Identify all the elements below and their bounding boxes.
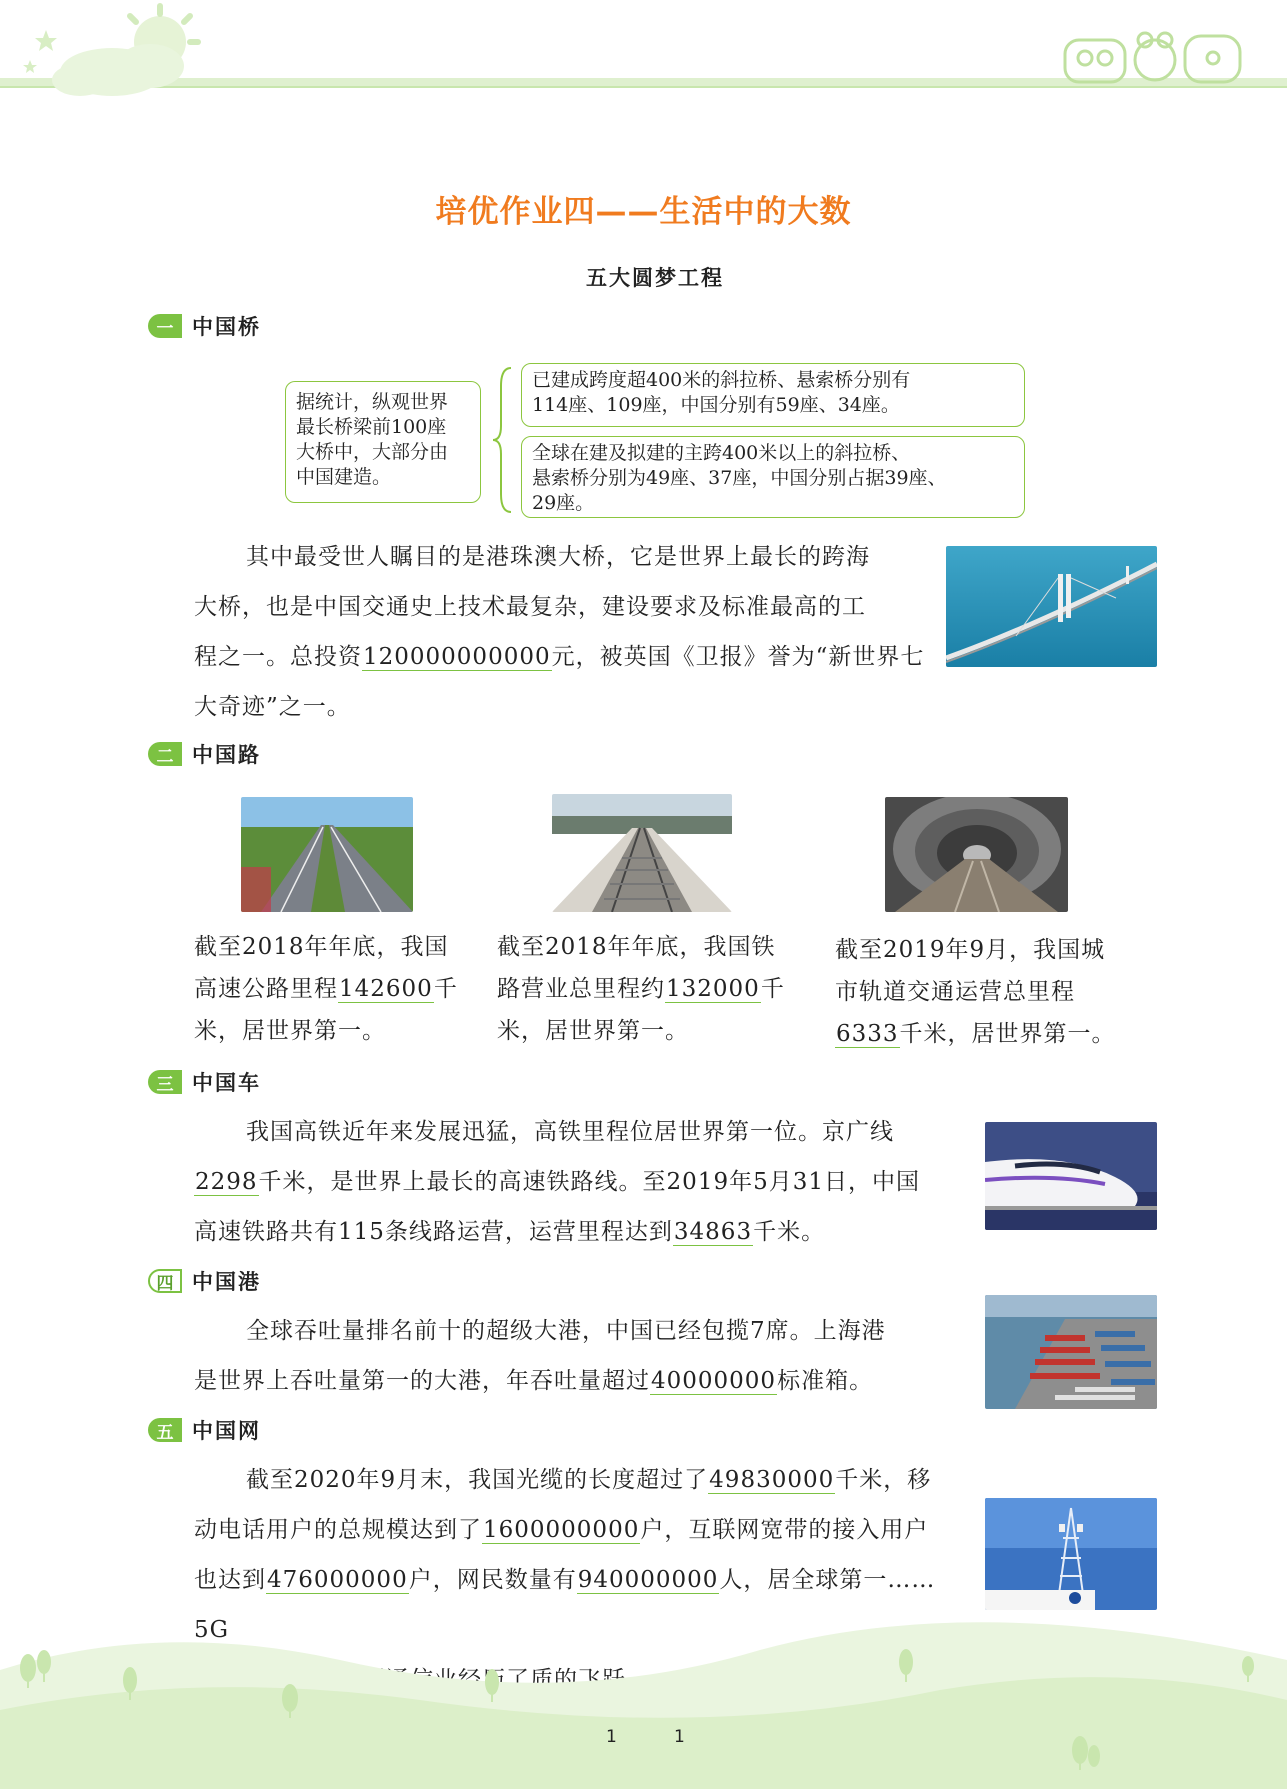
- section-badge: 三: [148, 1070, 182, 1094]
- note-line: 最长桥梁前100座: [296, 416, 447, 438]
- page-number-right: 1: [674, 1727, 685, 1747]
- para-line: 全球吞吐量排名前十的超级大港，中国已经包揽7席。上海港: [246, 1318, 886, 1344]
- road-column-railway: [497, 926, 797, 1052]
- container-port-photo: [985, 1295, 1157, 1409]
- highlighted-number: 1600000000: [483, 1517, 640, 1543]
- highlighted-number: 2298: [195, 1169, 258, 1195]
- railway-photo: [552, 794, 732, 912]
- highlighted-number: 40000000: [651, 1368, 777, 1394]
- section-header-bridge: [148, 313, 261, 339]
- highlighted-number: 34863: [673, 1219, 753, 1245]
- col-line: 米，居世界第一。: [194, 1018, 386, 1044]
- para-line: 大奇迹”之一。: [194, 694, 351, 720]
- para-line: 我国高铁近年来发展迅猛，高铁里程位居世界第一位。京广线: [246, 1119, 894, 1145]
- box-line: 114座、109座，中国分别有59座、34座。: [532, 394, 900, 416]
- subway-tunnel-photo: [885, 797, 1068, 912]
- star-icon: [23, 30, 57, 73]
- port-paragraph: [194, 1306, 964, 1406]
- highlighted-number: 142600: [339, 976, 433, 1002]
- note-line: 大桥中，大部分由: [296, 441, 449, 463]
- para-line: 动电话用户的总规模达到了1600000000户，互联网宽带的接入用户: [194, 1517, 929, 1543]
- section-header-net: [148, 1417, 261, 1443]
- bridge-note-box: [285, 381, 481, 503]
- bottom-landscape-decoration: [0, 1590, 1287, 1789]
- col-line: 截至2018年年底，我国: [194, 934, 449, 960]
- section-badge: 一: [148, 314, 182, 338]
- highlighted-number: 476000000: [267, 1567, 408, 1593]
- para-line: 程之一。总投资120000000000元，被英国《卫报》誉为“新世界七: [194, 644, 925, 670]
- top-decoration: [0, 0, 1287, 110]
- section-header-port: [148, 1268, 261, 1294]
- cloud-icon: [52, 44, 184, 96]
- col-line: 市轨道交通运营总里程: [835, 979, 1075, 1005]
- para-line: 也达到476000000户，网民数量有940000000人，居全球第一……5G: [194, 1567, 936, 1643]
- col-line: 6333千米，居世界第一。: [836, 1021, 1116, 1047]
- section-title: 中国网: [192, 1419, 261, 1443]
- section-title: 中国路: [192, 743, 261, 767]
- col-line: 高速公路里程142600千: [194, 976, 458, 1002]
- road-column-metro: [835, 929, 1135, 1055]
- box-line: 悬索桥分别为49座、37座，中国分别占据39座、: [532, 467, 947, 489]
- highlighted-number: 49830000: [709, 1467, 835, 1493]
- highlighted-number: 132000: [666, 976, 760, 1002]
- para-line: 高速铁路共有115条线路运营，运营里程达到34863千米。: [194, 1219, 826, 1245]
- section-title: 中国车: [192, 1071, 261, 1095]
- note-line: 据统计，纵观世界: [296, 391, 449, 413]
- page-subtitle: 五大圆梦工程: [586, 266, 724, 290]
- highway-photo: [241, 797, 413, 912]
- para-line: 是世界上吞吐量第一的大港，年吞吐量超过40000000标准箱。: [194, 1368, 874, 1394]
- page-number-left: 1: [606, 1727, 617, 1747]
- section-header-train: [148, 1069, 261, 1095]
- page-title: 培优作业四——生活中的大数: [435, 194, 852, 230]
- highlighted-number: 6333: [836, 1021, 899, 1047]
- section-badge: 四: [148, 1269, 182, 1293]
- para-line: 2298千米，是世界上最长的高速铁路线。至2019年5月31日，中国: [195, 1169, 920, 1195]
- section-title: 中国港: [192, 1270, 261, 1294]
- section-title: 中国桥: [192, 315, 261, 339]
- bullet-train-photo: [985, 1122, 1157, 1230]
- bridge-photo: [946, 546, 1157, 667]
- box-line: 全球在建及拟建的主跨400米以上的斜拉桥、: [532, 442, 911, 464]
- col-line: 路营业总里程约132000千: [497, 976, 785, 1002]
- road-column-highway: [194, 926, 474, 1052]
- col-line: 米，居世界第一。: [497, 1018, 689, 1044]
- cartoon-animals-icon: [1065, 33, 1240, 82]
- box-line: 29座。: [532, 492, 595, 514]
- bridge-built-box: [521, 363, 1025, 427]
- col-line: 截至2019年9月，我国城: [835, 937, 1106, 963]
- highlighted-number: 940000000: [577, 1567, 719, 1593]
- bridge-planned-box: [521, 436, 1025, 518]
- box-line: 已建成跨度超400米的斜拉桥、悬索桥分别有: [532, 369, 911, 391]
- para-line: 截至2020年9月末，我国光缆的长度超过了49830000千米，移: [246, 1467, 932, 1493]
- para-line: 其中最受世人瞩目的是港珠澳大桥，它是世界上最长的跨海: [246, 544, 870, 570]
- section-badge: 二: [148, 742, 182, 766]
- para-line: 大桥，也是中国交通史上技术最复杂，建设要求及标准最高的工: [194, 594, 866, 620]
- train-paragraph: [194, 1107, 964, 1257]
- highlighted-number: 120000000000: [363, 644, 551, 670]
- section-badge: 五: [148, 1418, 182, 1442]
- note-line: 中国建造。: [296, 466, 392, 488]
- section-header-road: [148, 741, 261, 767]
- bridge-paragraph: [194, 532, 934, 732]
- brace-connector: [493, 366, 513, 514]
- col-line: 截至2018年年底，我国铁: [497, 934, 776, 960]
